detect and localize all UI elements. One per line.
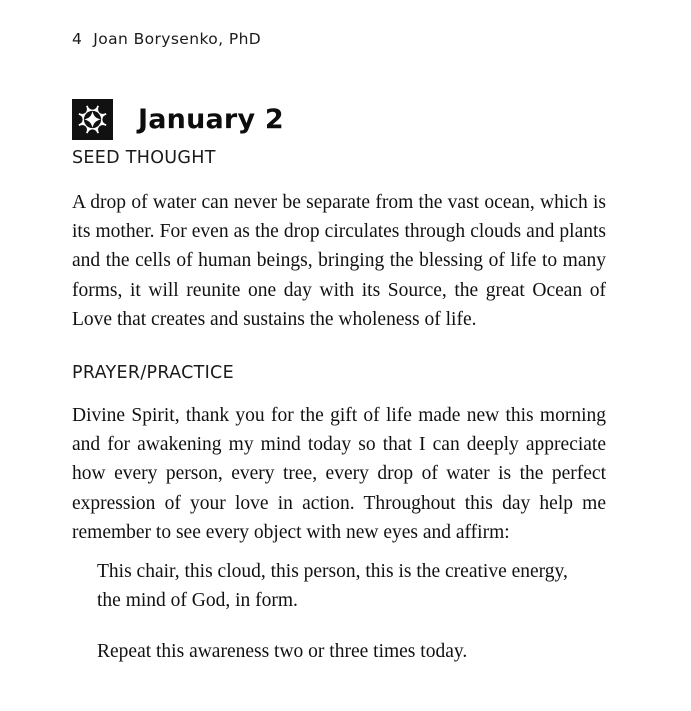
running-head-author: Joan Borysenko, PhD <box>93 30 262 48</box>
seed-thought-body: A drop of water can never be separate from the vast ocean, which is its mother. For even as the drop circulates through clouds and plants and the cells of human beings, bringing the blessing of life to many forms, it will reunite one day with its Source, the great Ocean of Love that creates and sustains the wholeness of life. <box>72 192 606 330</box>
affirmation-text: This chair, this cloud, this person, this is the creative energy, the mind of God, in form. <box>97 561 568 612</box>
entry-heading <box>72 99 284 140</box>
section-label-seed-thought: SEED THOUGHT <box>72 148 216 168</box>
entry-date-title: January 2 <box>138 104 284 135</box>
closing-instruction-text: Repeat this awareness two or three times today. <box>97 641 468 662</box>
running-head <box>72 30 261 48</box>
page-number: 4 <box>72 30 83 48</box>
prayer-practice-body: Divine Spirit, thank you for the gift of life made new this morning and for awakening my mind today so that I can deeply appreciate how every person, every tree, every drop of water is the perfect expression of your love in action. Throughout this day help me remember to see every object with new eyes and affirm: <box>72 405 606 543</box>
section-label-prayer-practice: PRAYER/PRACTICE <box>72 363 234 383</box>
mandala-rosette-icon <box>72 99 113 140</box>
